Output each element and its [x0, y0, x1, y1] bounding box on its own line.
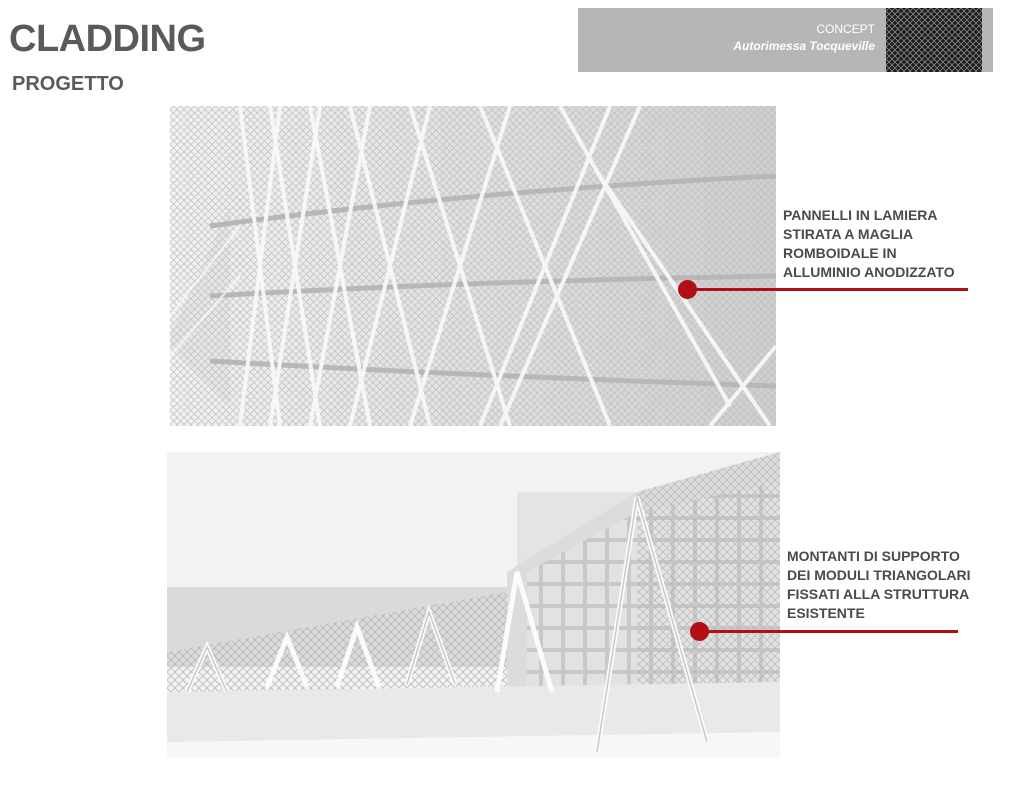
banner-concept-label: CONCEPT — [816, 22, 875, 36]
header-banner — [578, 8, 993, 72]
mesh-texture-swatch — [886, 8, 982, 72]
annotation-marker — [690, 622, 709, 641]
annotation-mesh-panels: PANNELLI IN LAMIERA STIRATA A MAGLIA ROMBOIDALE IN ALLUMINIO ANODIZZATO — [783, 207, 955, 280]
facade-render-bottom — [167, 452, 780, 757]
page-title: CLADDING — [9, 18, 206, 60]
annotation-supports: MONTANTI DI SUPPORTO DEI MODULI TRIANGOLARI FISSATI ALLA STRUTTURA ESISTENTE — [787, 548, 971, 621]
banner-project-name: Autorimessa Tocqueville — [733, 39, 875, 53]
annotation-leader-line — [688, 288, 968, 291]
facade-render-top — [170, 106, 776, 426]
annotation-leader-line — [700, 630, 958, 633]
page-subtitle: PROGETTO — [12, 73, 124, 95]
annotation-marker — [678, 280, 697, 299]
